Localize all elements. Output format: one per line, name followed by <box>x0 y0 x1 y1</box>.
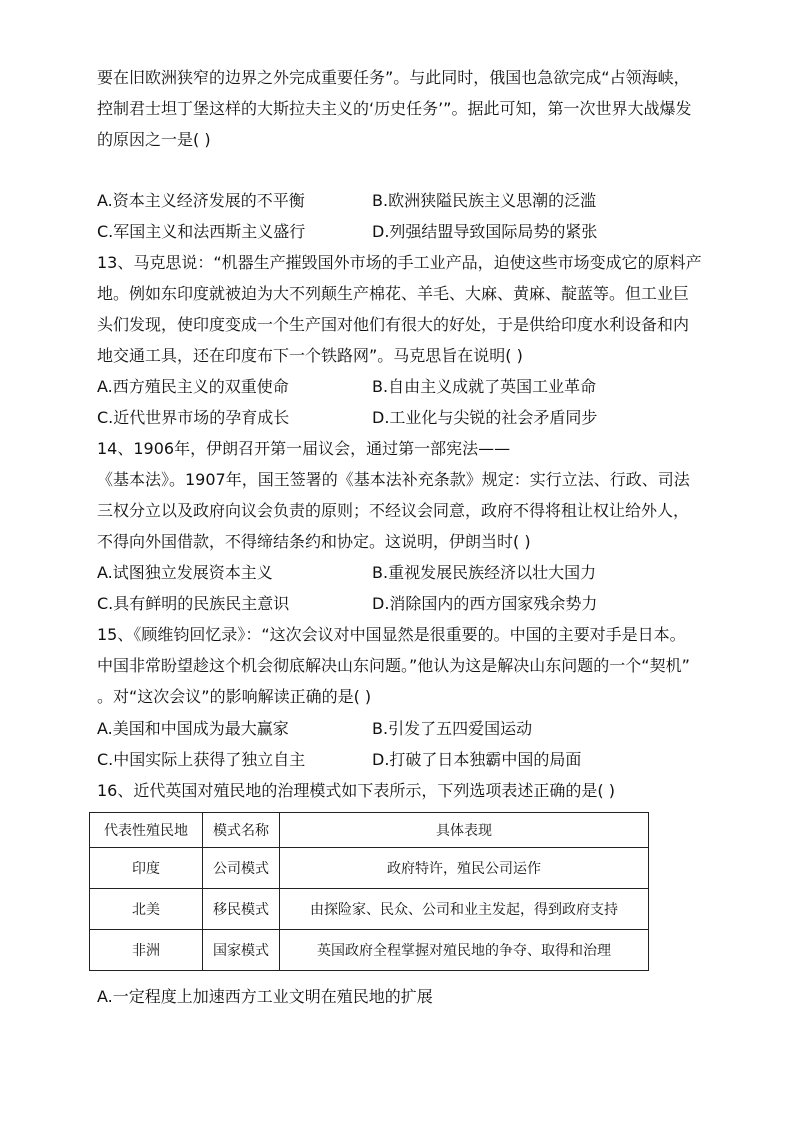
q12-option-c[interactable]: C.军国主义和法西斯主义盛行 <box>97 222 306 241</box>
table-header-cell: 模式名称 <box>203 813 280 848</box>
q13-text-line-4: 地交通工具，还在印度布下一个铁路网”。马克思旨在说明( ) <box>97 346 523 365</box>
table-cell: 移民模式 <box>203 889 280 930</box>
q12-text-line-1: 要在旧欧洲狭窄的边界之外完成重要任务”。与此同时，俄国也急欲完成“占领海峡， <box>97 68 690 87</box>
table-row <box>90 848 649 889</box>
table-cell: 印度 <box>90 848 203 889</box>
table-cell: 由探险家、民众、公司和业主发起，得到政府支持 <box>280 889 649 930</box>
q16-text-line-1: 16、近代英国对殖民地的治理模式如下表所示，下列选项表述正确的是( ) <box>97 781 615 800</box>
table-row <box>90 889 649 930</box>
table-header-cell: 代表性殖民地 <box>90 813 203 848</box>
q12-option-b[interactable]: B.欧洲狭隘民族主义思潮的泛滥 <box>372 191 597 210</box>
q13-text-line-1: 13、马克思说：“机器生产摧毁国外市场的手工业产品，迫使这些市场变成它的原料产 <box>97 253 702 272</box>
q15-option-a[interactable]: A.美国和中国成为最大赢家 <box>97 719 289 738</box>
table-cell: 政府特许，殖民公司运作 <box>280 848 649 889</box>
table-cell: 公司模式 <box>203 848 280 889</box>
q12-text-line-2: 控制君士坦丁堡这样的大斯拉夫主义的‘历史任务’”。据此可知，第一次世界大战爆发 <box>97 99 692 118</box>
colonial-governance-table <box>89 812 649 971</box>
q12-option-d[interactable]: D.列强结盟导致国际局势的紧张 <box>372 222 598 241</box>
table-cell: 北美 <box>90 889 203 930</box>
table-header-row <box>90 813 649 848</box>
q15-text-line-3: 。对“这次会议”的影响解读正确的是( ) <box>97 687 372 706</box>
q14-option-c[interactable]: C.具有鲜明的民族民主意识 <box>97 594 290 613</box>
q14-option-a[interactable]: A.试图独立发展资本主义 <box>97 563 273 582</box>
q13-option-a[interactable]: A.西方殖民主义的双重使命 <box>97 377 289 396</box>
q13-option-b[interactable]: B.自由主义成就了英国工业革命 <box>372 377 597 396</box>
table-header-cell: 具体表现 <box>280 813 649 848</box>
q14-option-b[interactable]: B.重视发展民族经济以壮大国力 <box>372 563 597 582</box>
q13-option-d[interactable]: D.工业化与尖锐的社会矛盾同步 <box>372 408 598 427</box>
table-cell: 非洲 <box>90 930 203 971</box>
q13-text-line-2: 地。例如东印度就被迫为大不列颠生产棉花、羊毛、大麻、黄麻、靛蓝等。但工业巨 <box>97 284 690 303</box>
q12-text-line-3: 的原因之一是( ) <box>97 130 211 149</box>
table-cell: 国家模式 <box>203 930 280 971</box>
q13-option-c[interactable]: C.近代世界市场的孕育成长 <box>97 408 290 427</box>
table-row <box>90 930 649 971</box>
q14-text-line-2: 《基本法》。1907年，国王签署的《基本法补充条款》规定：实行立法、行政、司法 <box>97 470 690 489</box>
q14-text-line-4: 不得向外国借款，不得缔结条约和协定。这说明，伊朗当时( ) <box>97 532 531 551</box>
q16-option-a[interactable]: A.一定程度上加速西方工业文明在殖民地的扩展 <box>97 987 433 1006</box>
q15-option-b[interactable]: B.引发了五四爱国运动 <box>372 719 533 738</box>
q15-text-line-2: 中国非常盼望趁这个机会彻底解决山东问题。”他认为这是解决山东问题的一个“契机” <box>97 656 690 675</box>
q15-option-c[interactable]: C.中国实际上获得了独立自主 <box>97 750 306 769</box>
q15-option-d[interactable]: D.打破了日本独霸中国的局面 <box>372 750 582 769</box>
q13-text-line-3: 头们发现，使印度变成一个生产国对他们有很大的好处，于是供给印度水利设备和内 <box>97 315 690 334</box>
q14-text-line-1: 14、1906年，伊朗召开第一届议会，通过第一部宪法—— <box>97 439 511 458</box>
table-cell: 英国政府全程掌握对殖民地的争夺、取得和治理 <box>280 930 649 971</box>
q14-option-d[interactable]: D.消除国内的西方国家残余势力 <box>372 594 598 613</box>
q14-text-line-3: 三权分立以及政府向议会负责的原则；不经议会同意，政府不得将租让权让给外人， <box>97 501 690 520</box>
q12-option-a[interactable]: A.资本主义经济发展的不平衡 <box>97 191 305 210</box>
q15-text-line-1: 15、《顾维钧回忆录》：“这次会议对中国显然是很重要的。中国的主要对手是日本。 <box>97 625 686 644</box>
